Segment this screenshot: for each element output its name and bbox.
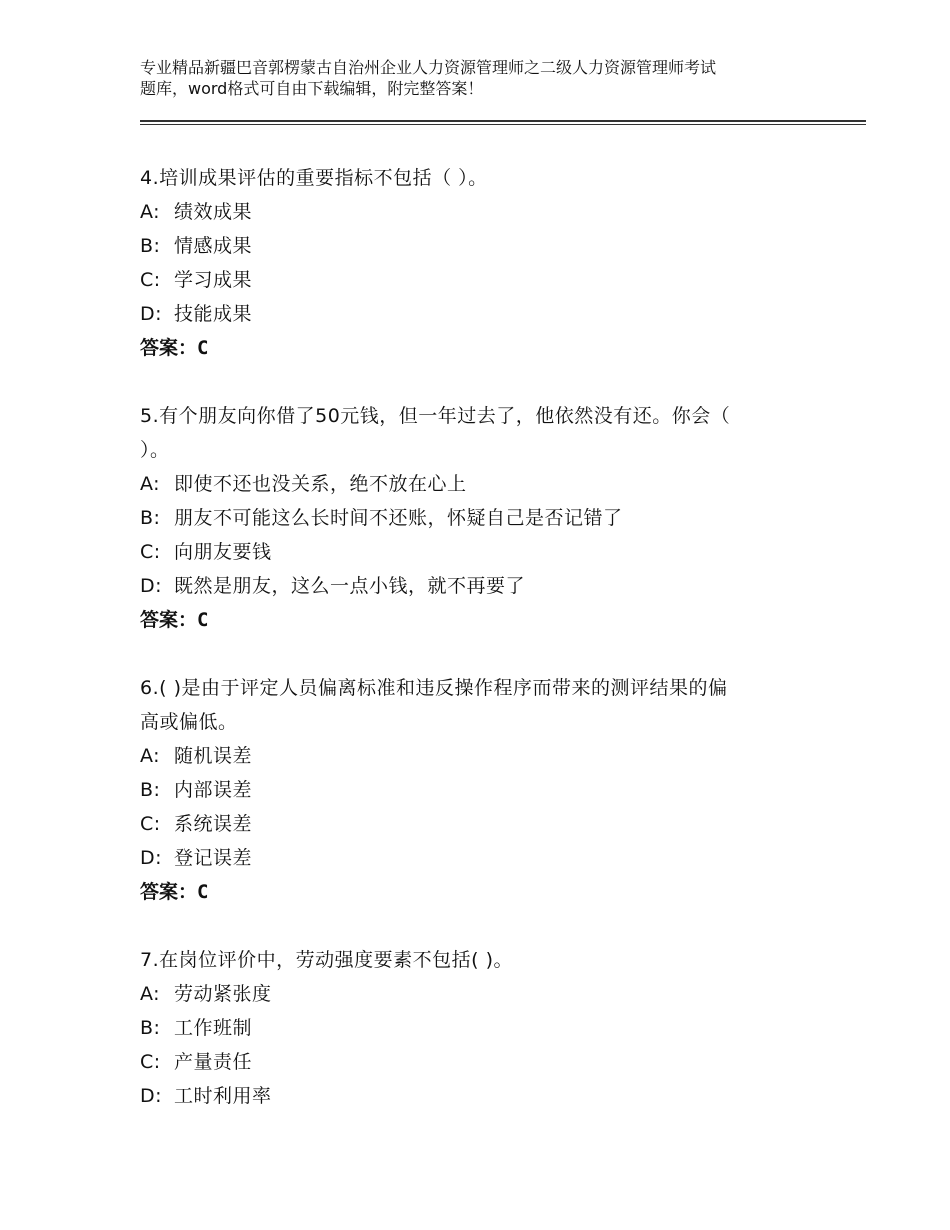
option-text: 登记误差 [174, 847, 253, 869]
option-letter: C: [140, 541, 161, 563]
document-header [140, 57, 840, 99]
option-text: 内部误差 [174, 779, 253, 801]
option-d [140, 297, 820, 331]
question-spacer [140, 909, 820, 943]
question-stem-line: 4.培训成果评估的重要指标不包括（ ）。 [140, 167, 488, 189]
answer-line [140, 875, 820, 909]
option-letter: D: [140, 303, 163, 325]
option-letter: D: [140, 847, 163, 869]
option-a [140, 467, 820, 501]
option-letter: B: [140, 507, 161, 529]
answer-label: 答案： [140, 337, 198, 359]
option-d [140, 841, 820, 875]
question-stem-line: 7.在岗位评价中，劳动强度要素不包括( )。 [140, 949, 513, 971]
option-letter: A: [140, 201, 161, 223]
option-letter: C: [140, 813, 161, 835]
question-spacer [140, 365, 820, 399]
option-b [140, 229, 820, 263]
header-divider-thin [140, 124, 866, 125]
option-text: 工作班制 [174, 1017, 253, 1039]
option-c [140, 1045, 820, 1079]
question-spacer [140, 637, 820, 671]
option-letter: B: [140, 1017, 161, 1039]
option-b [140, 1011, 820, 1045]
question-5 [140, 399, 820, 637]
answer-label: 答案： [140, 609, 198, 631]
option-a [140, 977, 820, 1011]
question-stem [140, 399, 820, 467]
header-divider-thick [140, 120, 866, 122]
option-letter: A: [140, 983, 161, 1005]
question-4 [140, 161, 820, 365]
option-b [140, 501, 820, 535]
option-letter: C: [140, 1051, 161, 1073]
answer-value: C [197, 609, 209, 631]
option-a [140, 739, 820, 773]
option-text: 既然是朋友，这么一点小钱，就不再要了 [174, 575, 526, 597]
question-list [140, 161, 820, 1113]
option-d [140, 1079, 820, 1113]
header-line-1: 专业精品新疆巴音郭楞蒙古自治州企业人力资源管理师之二级人力资源管理师考试 [140, 58, 717, 77]
option-text: 即使不还也没关系，绝不放在心上 [174, 473, 467, 495]
option-text: 学习成果 [174, 269, 253, 291]
question-7 [140, 943, 820, 1113]
option-c [140, 263, 820, 297]
question-stem-line: ）。 [140, 439, 170, 461]
option-d [140, 569, 820, 603]
answer-value: C [197, 881, 209, 903]
answer-label: 答案： [140, 881, 198, 903]
question-6 [140, 671, 820, 909]
option-letter: D: [140, 1085, 163, 1107]
question-stem-line: 高或偏低。 [140, 711, 238, 733]
option-letter: B: [140, 779, 161, 801]
option-c [140, 535, 820, 569]
question-stem [140, 161, 820, 195]
option-letter: D: [140, 575, 163, 597]
question-stem [140, 943, 820, 977]
option-letter: A: [140, 473, 161, 495]
option-letter: A: [140, 745, 161, 767]
option-text: 朋友不可能这么长时间不还账，怀疑自己是否记错了 [174, 507, 623, 529]
header-line-2: 题库，word格式可自由下载编辑，附完整答案！ [140, 79, 484, 98]
question-stem [140, 671, 820, 739]
option-text: 系统误差 [174, 813, 253, 835]
option-a [140, 195, 820, 229]
option-c [140, 807, 820, 841]
answer-line [140, 331, 820, 365]
option-text: 产量责任 [174, 1051, 253, 1073]
option-text: 情感成果 [174, 235, 253, 257]
answer-line [140, 603, 820, 637]
option-text: 工时利用率 [174, 1085, 272, 1107]
option-text: 劳动紧张度 [174, 983, 272, 1005]
option-text: 技能成果 [174, 303, 253, 325]
question-stem-line: 5.有个朋友向你借了50元钱，但一年过去了，他依然没有还。你会（ [140, 405, 731, 427]
option-text: 绩效成果 [174, 201, 253, 223]
option-b [140, 773, 820, 807]
question-stem-line: 6.( )是由于评定人员偏离标准和违反操作程序而带来的测评结果的偏 [140, 677, 728, 699]
answer-value: C [197, 337, 209, 359]
option-text: 随机误差 [174, 745, 253, 767]
option-letter: B: [140, 235, 161, 257]
option-letter: C: [140, 269, 161, 291]
option-text: 向朋友要钱 [174, 541, 272, 563]
